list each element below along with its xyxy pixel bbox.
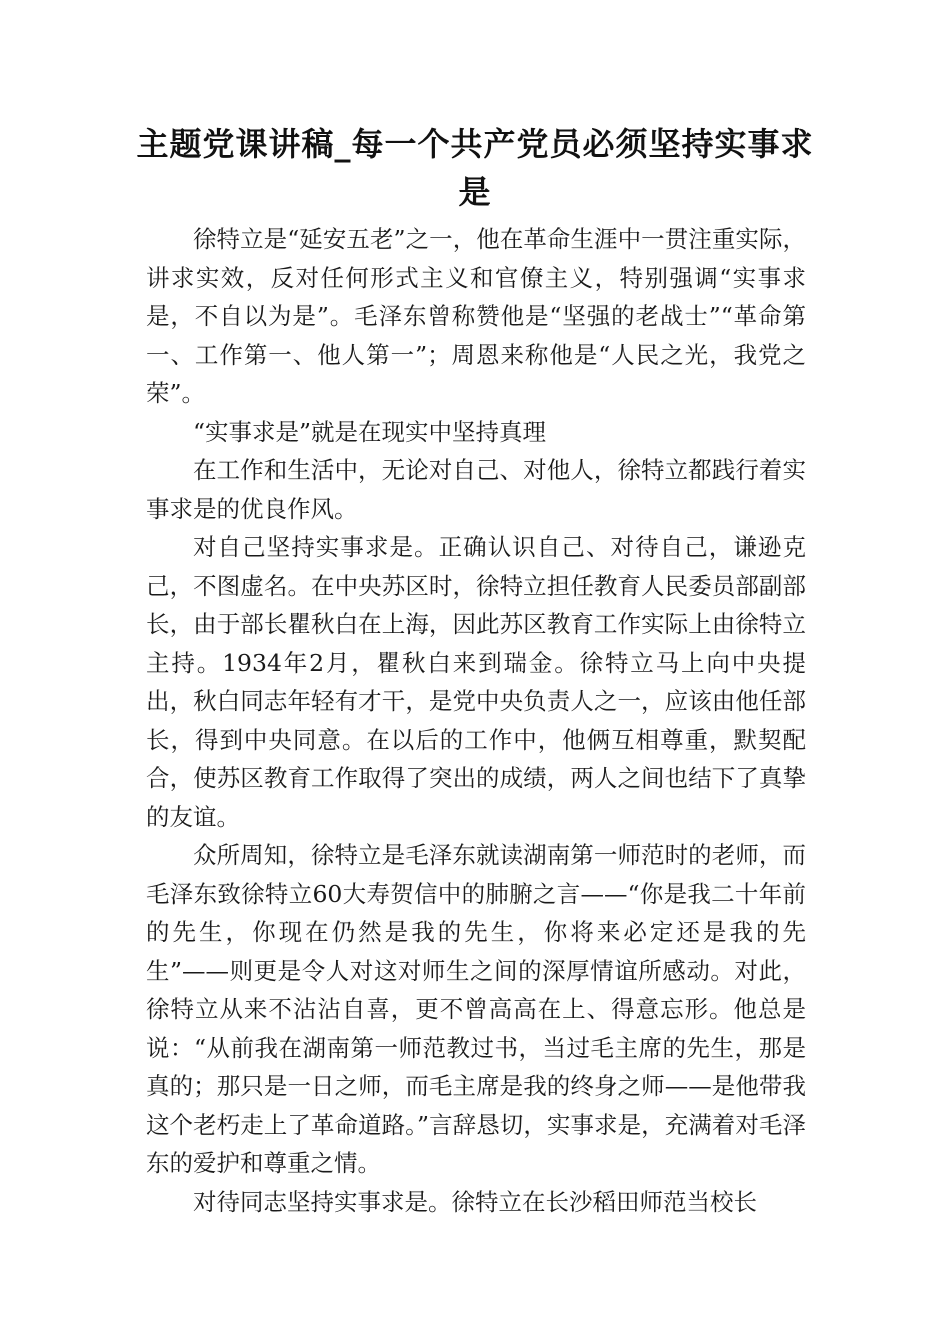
document-title: 主题党课讲稿_每一个共产党员必须坚持实事求是 [136,125,814,211]
document-body [146,220,806,1221]
paragraph-self: 对自己坚持实事求是。正确认识自己、对待自己，谦逊克己，不图虚名。在中央苏区时，徐特立担任教育人民委员部副部长，由于部长瞿秋白在上海，因此苏区教育工作实际上由徐特立主持。1934年2月，瞿秋白来到瑞金。徐特立马上向中央提出，秋白同志年轻有才干，是党中央负责人之一，应该由他任部长，得到中央同意。在以后的工作中，他俩互相尊重，默契配合，使苏区教育工作取得了突出的成绩，两人之间也结下了真挚的友谊。 [146,533,806,831]
paragraph-work-life: 在工作和生活中，无论对自己、对他人，徐特立都践行着实事求是的优良作风。 [146,456,806,523]
paragraph-comrades: 对待同志坚持实事求是。徐特立在长沙稻田师范当校长 [193,1187,757,1216]
section-heading: “实事求是”就是在现实中坚持真理 [193,417,547,446]
paragraph-intro: 徐特立是“延安五老”之一，他在革命生涯中一贯注重实际，讲求实效，反对任何形式主义和官僚主义，特别强调“实事求是，不自以为是”。毛泽东曾称赞他是“坚强的老战士”“革命第一、工作第一、他人第一”；周恩来称他是“人民之光，我党之荣”。 [146,225,806,407]
paragraph-teacher: 众所周知，徐特立是毛泽东就读湖南第一师范时的老师，而毛泽东致徐特立60大寿贺信中的肺腑之言——“你是我二十年前的先生，你现在仍然是我的先生，你将来必定还是我的先生”——则更是令人对这对师生之间的深厚情谊所感动。对此，徐特立从来不沾沾自喜，更不曾高高在上、得意忘形。他总是说：“从前我在湖南第一师范教过书，当过毛主席的先生，那是真的；那只是一日之师，而毛主席是我的终身之师——是他带我这个老朽走上了革命道路。”言辞恳切，实事求是，充满着对毛泽东的爱护和尊重之情。 [146,841,806,1177]
